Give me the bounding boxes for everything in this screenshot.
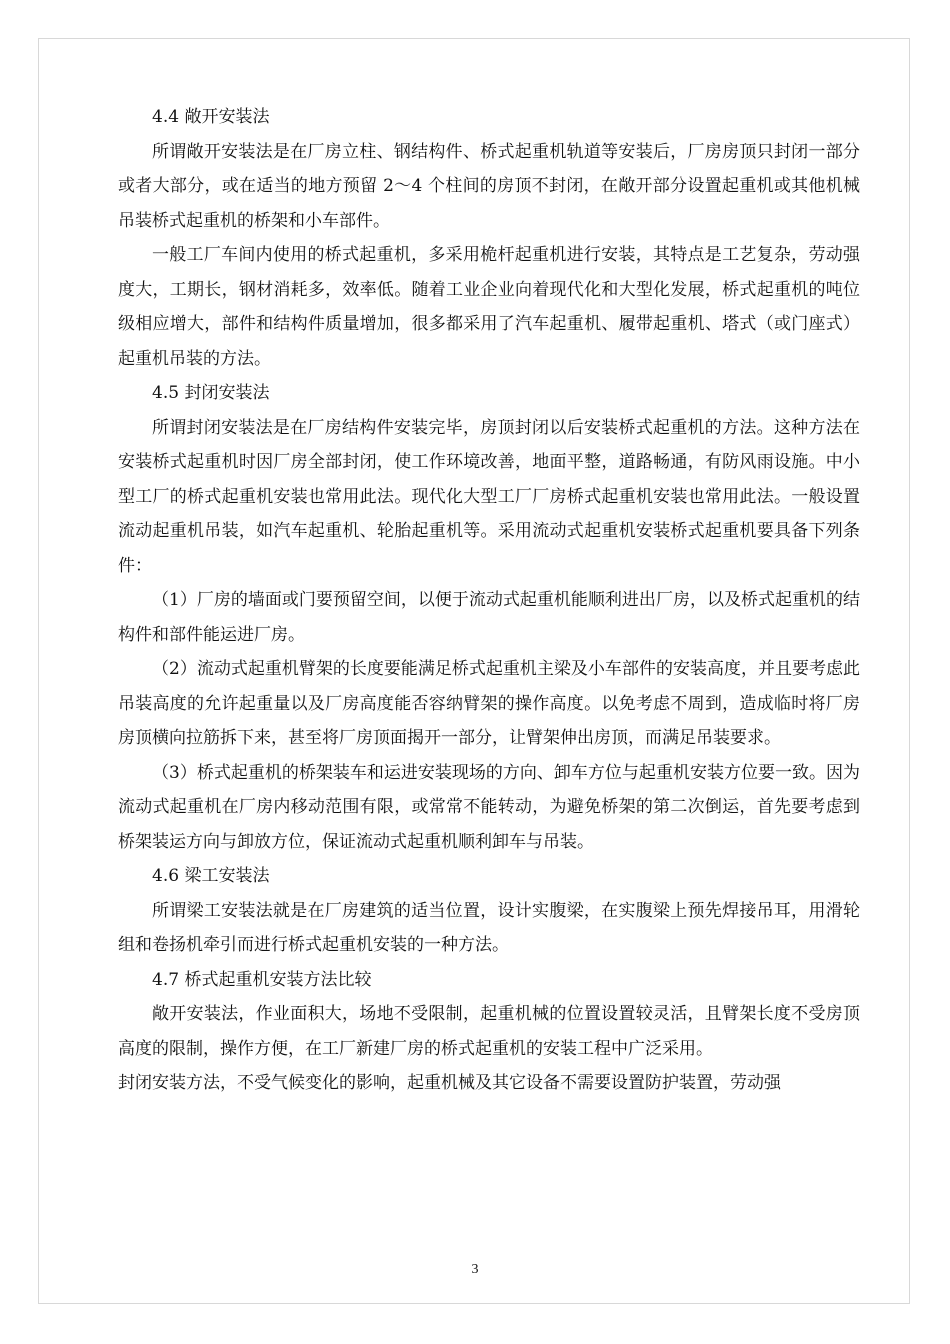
paragraph: 所谓梁工安装法就是在厂房建筑的适当位置，设计实腹梁，在实腹梁上预先焊接吊耳，用滑轮组和卷扬机牵引而进行桥式起重机安装的一种方法。 — [118, 900, 860, 955]
document-body — [118, 100, 860, 1101]
list-item: （2）流动式起重机臂架的长度要能满足桥式起重机主梁及小车部件的安装高度，并且要考虑此吊装高度的允许起重量以及厂房高度能否容纳臂架的操作高度。以免考虑不周到，造成临时将厂房房顶横向拉筋拆下来，甚至将厂房顶面揭开一部分，让臂架伸出房顶，而满足吊装要求。 — [118, 659, 860, 748]
paragraph: 封闭安装方法，不受气候变化的影响，起重机械及其它设备不需要设置防护装置，劳动强 — [118, 1073, 781, 1093]
list-item: （1）厂房的墙面或门要预留空间，以便于流动式起重机能顺利进出厂房，以及桥式起重机的结构件和部件能运进厂房。 — [118, 590, 860, 645]
section-heading: 4.4 敞开安装法 — [152, 107, 270, 127]
paragraph: 所谓封闭安装法是在厂房结构件安装完毕，房顶封闭以后安装桥式起重机的方法。这种方法在安装桥式起重机时因厂房全部封闭，使工作环境改善，地面平整，道路畅通，有防风雨设施。中小型工厂的桥式起重机安装也常用此法。现代化大型工厂厂房桥式起重机安装也常用此法。一般设置流动起重机吊装，如汽车起重机、轮胎起重机等。采用流动式起重机安装桥式起重机要具备下列条件： — [118, 417, 860, 576]
section-heading: 4.5 封闭安装法 — [152, 383, 270, 403]
paragraph: 所谓敞开安装法是在厂房立柱、钢结构件、桥式起重机轨道等安装后，厂房房顶只封闭一部分或者大部分，或在适当的地方预留 2～4 个柱间的房顶不封闭，在敞开部分设置起重机或其他机械吊装桥式起重机的桥架和小车部件。 — [118, 141, 860, 231]
list-item: （3）桥式起重机的桥架装车和运进安装现场的方向、卸车方位与起重机安装方位要一致。因为流动式起重机在厂房内移动范围有限，或常常不能转动，为避免桥架的第二次倒运，首先要考虑到桥架装运方向与卸放方位，保证流动式起重机顺利卸车与吊装。 — [118, 762, 860, 852]
section-heading: 4.7 桥式起重机安装方法比较 — [152, 969, 372, 990]
paragraph: 敞开安装法，作业面积大，场地不受限制，起重机械的位置设置较灵活，且臂架长度不受房顶高度的限制，操作方便，在工厂新建厂房的桥式起重机的安装工程中广泛采用。 — [118, 1004, 860, 1059]
page-number: 3 — [471, 1262, 479, 1277]
paragraph: 一般工厂车间内使用的桥式起重机，多采用桅杆起重机进行安装，其特点是工艺复杂，劳动强度大，工期长，钢材消耗多，效率低。随着工业企业向着现代化和大型化发展，桥式起重机的吨位级相应增大，部件和结构件质量增加，很多都采用了汽车起重机、履带起重机、塔式（或门座式）起重机吊装的方法。 — [118, 245, 860, 369]
section-heading: 4.6 梁工安装法 — [152, 866, 270, 886]
